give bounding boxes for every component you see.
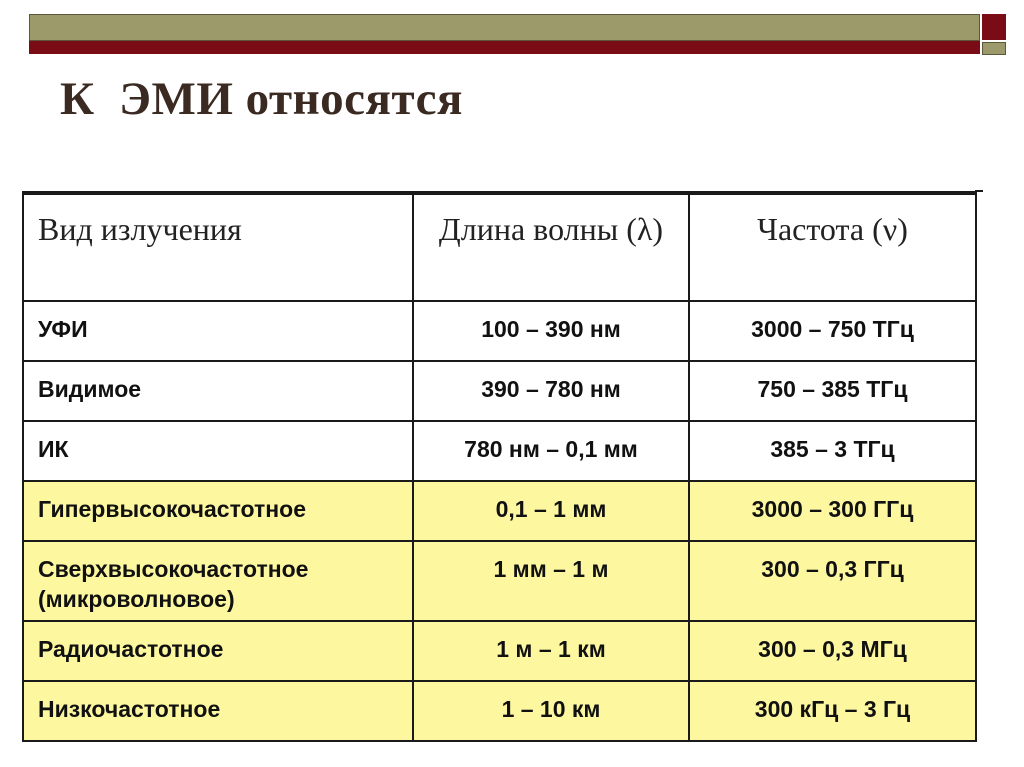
- table-row: [23, 421, 976, 481]
- cell-frequency: 3000 – 750 ТГц: [689, 301, 976, 361]
- table-row: [23, 681, 976, 741]
- header-frequency: Частота (ν): [689, 193, 976, 301]
- cell-kind: ИК: [23, 421, 413, 481]
- header-kind: Вид излучения: [23, 193, 413, 301]
- cell-frequency: 750 – 385 ТГц: [689, 361, 976, 421]
- table-row: [23, 621, 976, 681]
- table-header-row: [23, 193, 976, 301]
- cell-frequency: 300 – 0,3 МГц: [689, 621, 976, 681]
- cell-kind: Сверхвысокочастотное (микроволновое): [23, 541, 413, 621]
- cell-kind: Низкочастотное: [23, 681, 413, 741]
- top-decorative-bar: [29, 14, 980, 54]
- table-row: [23, 361, 976, 421]
- cell-wavelength: 390 – 780 нм: [413, 361, 689, 421]
- header-wavelength: Длина волны (λ): [413, 193, 689, 301]
- maroon-stripe: [29, 41, 980, 54]
- cell-kind: Видимое: [23, 361, 413, 421]
- olive-stripe: [29, 14, 980, 41]
- table-row: [23, 481, 976, 541]
- cell-frequency: 300 кГц – 3 Гц: [689, 681, 976, 741]
- slide-title: К ЭМИ относятся: [60, 73, 463, 125]
- cell-wavelength: 0,1 – 1 мм: [413, 481, 689, 541]
- cell-frequency: 385 – 3 ТГц: [689, 421, 976, 481]
- cell-wavelength: 1 м – 1 км: [413, 621, 689, 681]
- cell-wavelength: 1 мм – 1 м: [413, 541, 689, 621]
- cell-frequency: 3000 – 300 ГГц: [689, 481, 976, 541]
- cell-kind: Гипервысокочастотное: [23, 481, 413, 541]
- cell-kind: УФИ: [23, 301, 413, 361]
- emi-table: [22, 191, 977, 742]
- cell-wavelength: 1 – 10 км: [413, 681, 689, 741]
- cell-wavelength: 780 нм – 0,1 мм: [413, 421, 689, 481]
- cell-wavelength: 100 – 390 нм: [413, 301, 689, 361]
- table-row: [23, 541, 976, 621]
- table-row: [23, 301, 976, 361]
- corner-square-maroon: [982, 14, 1006, 40]
- cell-kind: Радиочастотное: [23, 621, 413, 681]
- cell-frequency: 300 – 0,3 ГГц: [689, 541, 976, 621]
- corner-square-olive: [982, 42, 1006, 55]
